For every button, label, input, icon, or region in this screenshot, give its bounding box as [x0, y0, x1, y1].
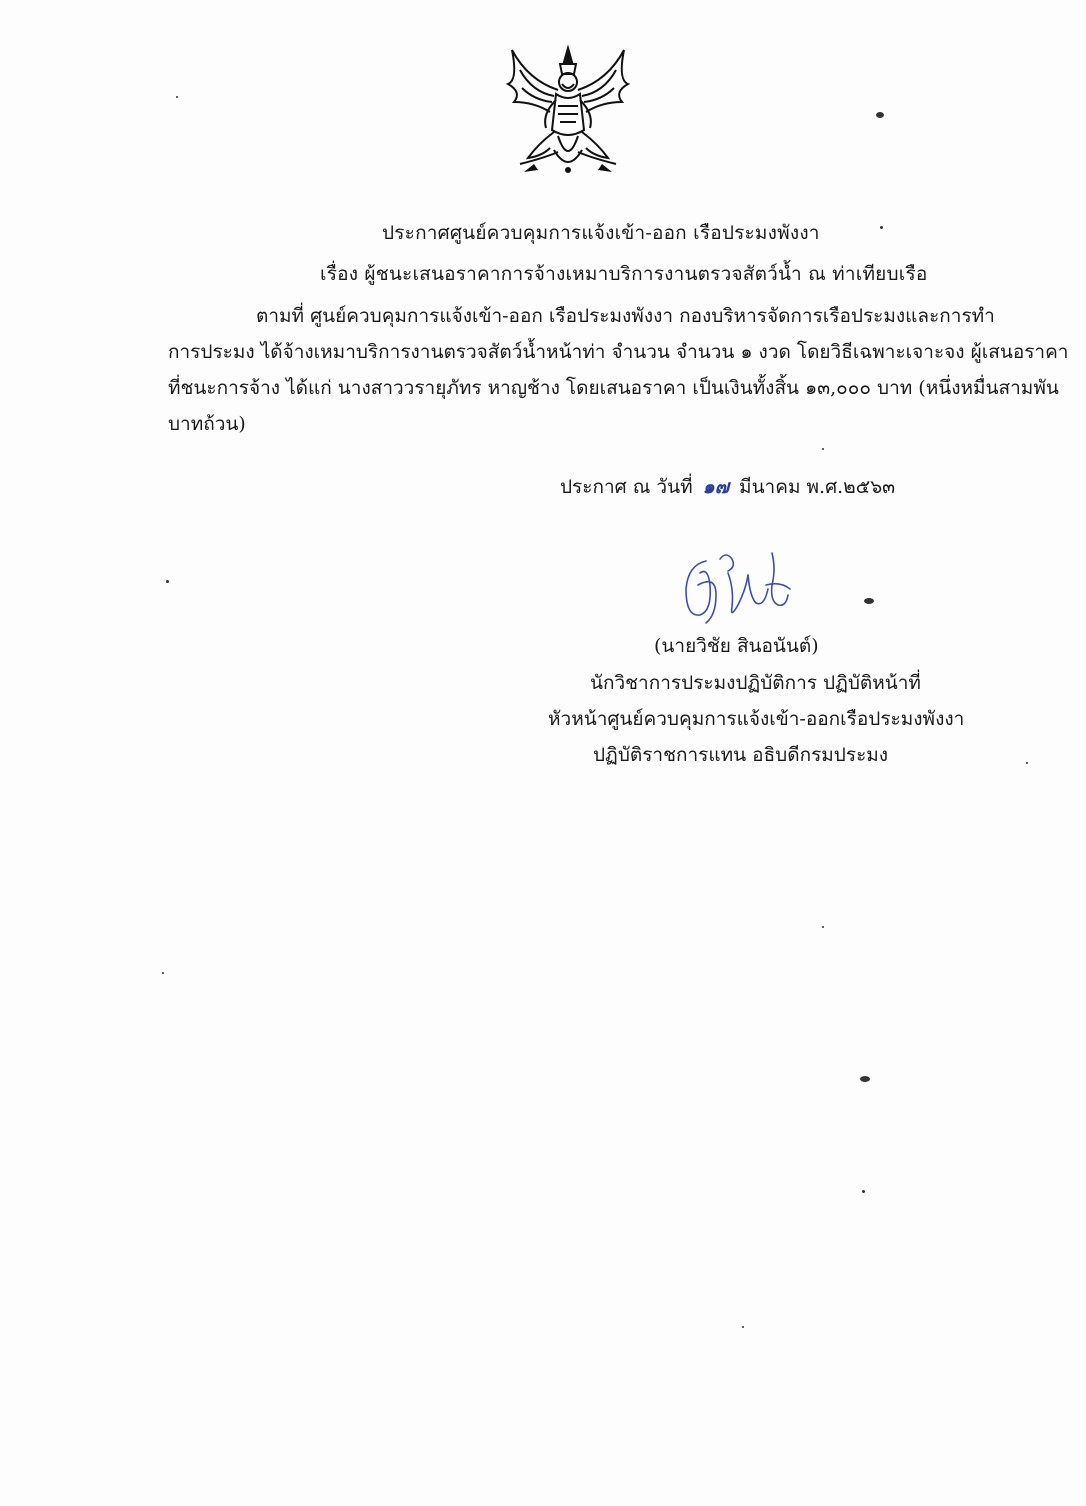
scan-speck: [876, 112, 884, 118]
handwritten-signature-icon: [676, 545, 806, 625]
announcement-date: [560, 472, 895, 502]
garuda-emblem-icon: [498, 40, 638, 180]
document-subject: เรื่อง ผู้ชนะเสนอราคาการจ้างเหมาบริการงานตรวจสัตว์น้ำ ณ ท่าเทียบเรือ: [320, 263, 928, 285]
date-suffix: มีนาคม พ.ศ.๒๕๖๓: [739, 476, 896, 498]
scan-speck: [166, 580, 169, 583]
signer-position: ปฏิบัติราชการแทน อธิบดีกรมประมง: [593, 744, 889, 766]
signer-name: (นายวิชัย สินอนันต์): [654, 635, 819, 657]
scan-speck: [822, 448, 824, 450]
body-line: ที่ชนะการจ้าง ได้แก่ นางสาววรายุภัทร หาญช้าง โดยเสนอราคา เป็นเงินทั้งสิ้น ๑๓,๐๐๐ บาท (หนึ่งหมื่นสามพัน: [168, 377, 1059, 399]
scan-speck: [742, 1326, 744, 1328]
scan-speck: [880, 226, 883, 229]
scan-speck: [176, 96, 178, 98]
scan-speck: [860, 1076, 870, 1082]
signer-position: หัวหน้าศูนย์ควบคุมการแจ้งเข้า-ออกเรือประมงพังงา: [548, 708, 965, 730]
scan-speck: [1026, 762, 1028, 764]
scan-speck: [862, 1190, 865, 1193]
scan-speck: [162, 972, 164, 974]
scan-speck: [864, 598, 874, 604]
body-line: ตามที่ ศูนย์ควบคุมการแจ้งเข้า-ออก เรือประมงพังงา กองบริหารจัดการเรือประมงและการทำ: [256, 305, 995, 327]
body-paragraph: [168, 298, 1069, 442]
date-prefix: ประกาศ ณ วันที่: [560, 476, 693, 498]
scan-speck: [822, 926, 824, 928]
body-line: บาทถ้วน): [168, 413, 246, 435]
date-day: ๑๗: [702, 476, 729, 498]
document-title: ประกาศศูนย์ควบคุมการแจ้งเข้า-ออก เรือประมงพังงา: [382, 222, 820, 244]
signer-position: นักวิชาการประมงปฏิบัติการ ปฏิบัติหน้าที่: [590, 672, 921, 694]
body-line: การประมง ได้จ้างเหมาบริการงานตรวจสัตว์น้ำหน้าท่า จำนวน จำนวน ๑ งวด โดยวิธีเฉพาะเจาะจง ผู้เสนอราคา: [168, 341, 1069, 363]
